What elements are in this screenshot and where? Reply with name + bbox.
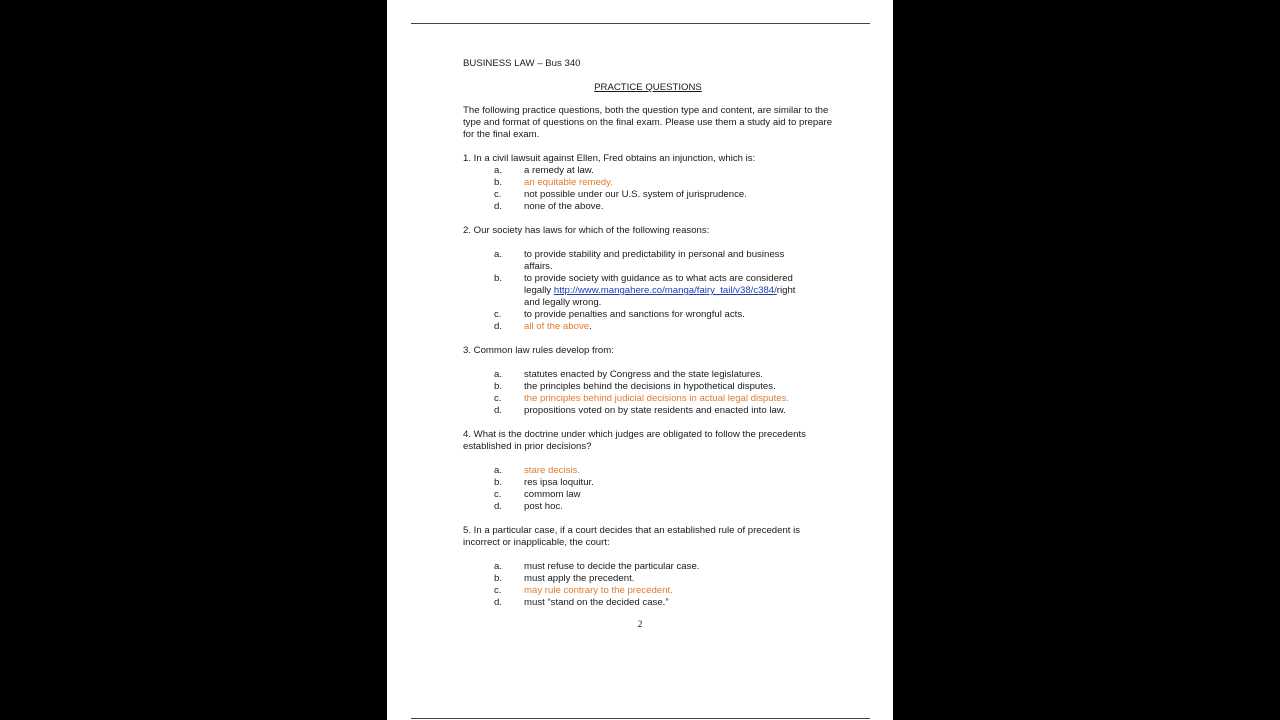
option-4d: d. post hoc. [494,501,563,512]
question-2 [463,225,833,333]
answer-highlight: may rule contrary to the precedent. [524,585,673,596]
option-2b: b. to provide society with guidance as to what acts are considered legally http://www.mangahere.co/manga/fairy_tail/v38/c384/right and legally wrong. [494,273,796,308]
option-5c: c. may rule contrary to the precedent. [463,585,833,597]
answer-highlight: the principles behind judicial decisions in actual legal disputes. [524,393,790,404]
footer-rule [411,718,870,719]
question-3-options [463,369,833,417]
question-5-stem: 5. In a particular case, if a court decides that an established rule of precedent is incorrect or inapplicable, the court: [463,525,801,548]
document-page [387,0,893,720]
option-3d: d. propositions voted on by state residents and enacted into law. [494,405,786,416]
question-3-stem: 3. Common law rules develop from: [463,345,614,356]
question-1-stem: 1. In a civil lawsuit against Ellen, Fred obtains an injunction, which is: [463,153,756,164]
option-1b: b. an equitable remedy. [463,177,833,189]
question-1 [463,153,833,213]
question-5-options [463,561,833,609]
option-2c: c. to provide penalties and sanctions for wrongful acts. [494,309,745,320]
option-4c: c. commom law [494,489,581,500]
option-4a: a. stare decisis. [463,465,833,477]
option-5d: d. must “stand on the decided case.” [494,597,669,608]
option-3a: a. statutes enacted by Congress and the state legislatures. [494,369,763,380]
page-title: PRACTICE QUESTIONS [594,82,702,93]
question-2-stem: 2. Our society has laws for which of the following reasons: [463,225,710,236]
option-3b: b. the principles behind the decisions in hypothetical disputes. [494,381,776,392]
question-2-options [463,249,833,333]
option-2d: d. all of the above. [494,321,592,332]
answer-highlight: an equitable remedy. [524,177,613,188]
question-3 [463,345,833,417]
option-5a: a. must refuse to decide the particular case. [494,561,700,572]
inline-hyperlink[interactable]: http://www.mangahere.co/manga/fairy_tail/v38/c384/ [553,285,777,296]
intro-paragraph: The following practice questions, both the question type and content, are similar to the type and format of questions on the final exam. Please use them a study aid to prepare for the final exam. [463,105,833,140]
option-1a: a. a remedy at law. [494,165,594,176]
option-1c: c. not possible under our U.S. system of jurisprudence. [494,189,747,200]
question-1-options [463,165,833,213]
question-4-stem: 4. What is the doctrine under which judges are obligated to follow the precedents established in prior decisions? [463,429,806,452]
question-5 [463,525,833,609]
header-rule [411,23,870,24]
document-body [463,58,833,609]
option-4b: b. res ipsa loquitur. [494,477,594,488]
answer-highlight: stare decisis. [524,465,580,476]
course-header: BUSINESS LAW – Bus 340 [463,58,581,69]
option-3c: c. the principles behind judicial decisions in actual legal disputes. [463,393,833,405]
answer-highlight: all of the above [524,321,590,332]
question-4-options [463,465,833,513]
option-1d: d. none of the above. [494,201,604,212]
option-5b: b. must apply the precedent. [494,573,635,584]
question-4 [463,429,833,513]
option-2a: a. to provide stability and predictability in personal and business affairs. [494,249,785,272]
page-number: 2 [637,619,643,630]
